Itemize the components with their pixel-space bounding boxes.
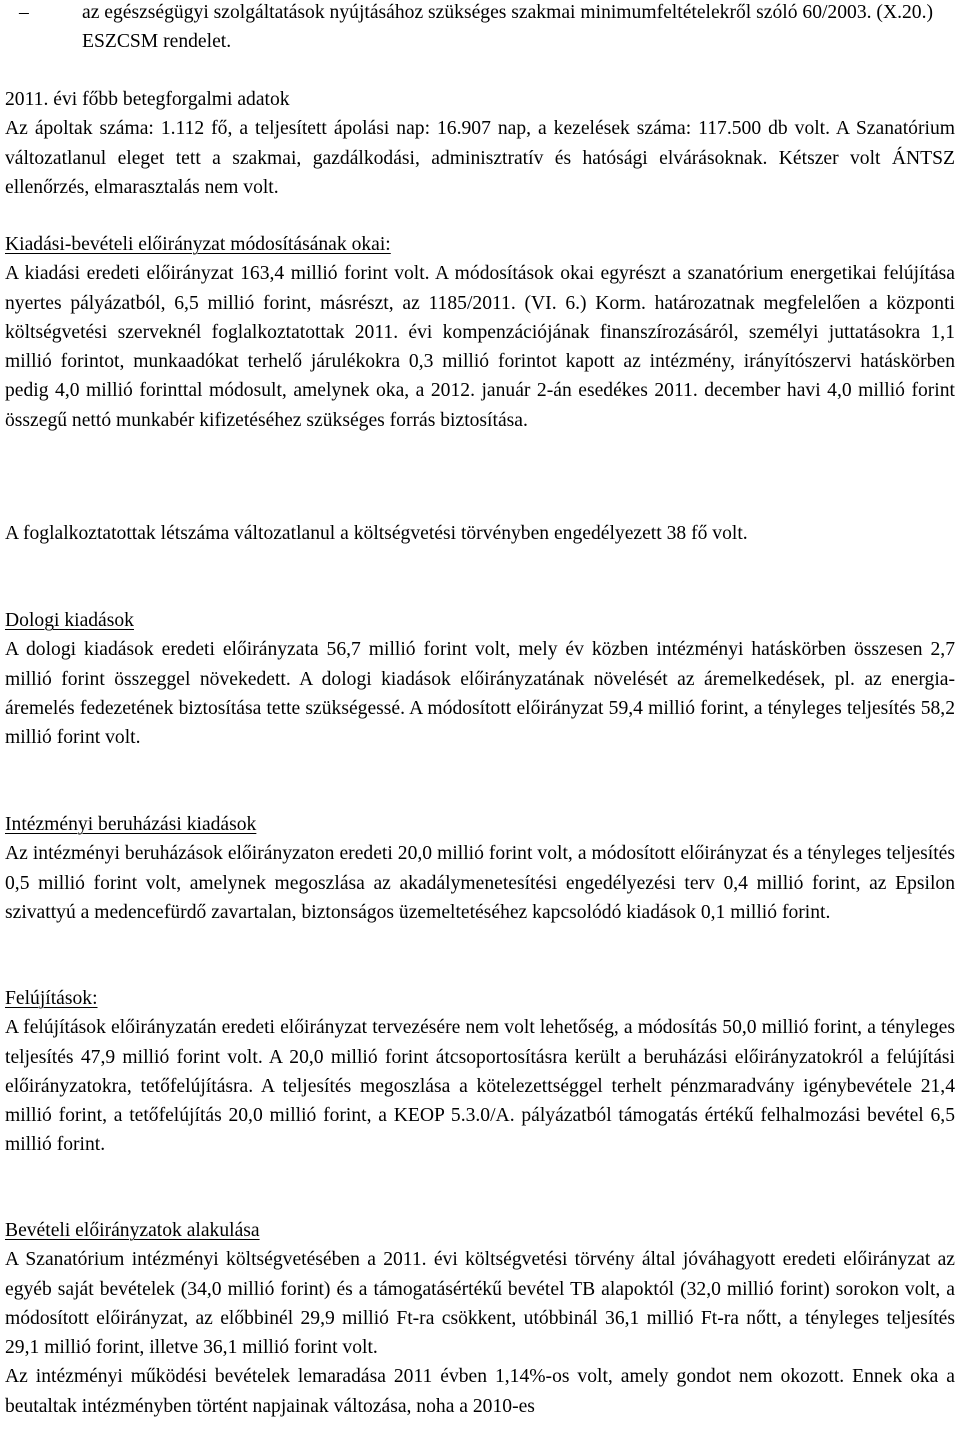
renovation-heading: Felújítások: [5, 988, 98, 1009]
list-bullet: – [19, 2, 29, 23]
revenue-paragraph: A Szanatórium intézményi költségvetésében a 2011. évi költségvetési törvény által jóváhagyott eredeti előirányzat az egyéb saját bevételek (34,0 millió forint) és a támogatásértékű bevétel TB alapoktól (32,0 millió forint) sorokon volt, a módosított előirányzat, az előbbinél 29,9 millió Ft-ra csökkent, utóbbinál 36,1 millió Ft-ra nőtt, a tényleges teljesítés 29,1 millió forint, illetve 36,1 millió forint volt. [5, 1249, 955, 1359]
material-paragraph: A dologi kiadások eredeti előirányzata 56,7 millió forint volt, mely év közben intézményi hatáskörben összesen 2,7 millió forint összeggel növekedett. A dologi kiadások előirányzatának növelését az áremelkedések, pl. az energia-áremelés fedezetének biztosítása tette szükségessé. A módosított előirányzat 59,4 millió forint, a tényleges teljesítés 58,2 millió forint volt. [5, 639, 955, 749]
section-renovation [5, 984, 955, 1160]
section-revenue [5, 1216, 955, 1421]
traffic-heading: 2011. évi főbb betegforgalmi adatok [5, 89, 290, 110]
list-item [5, 0, 955, 57]
renovation-paragraph: A felújítások előirányzatán eredeti előirányzat tervezésére nem volt lehetőség, a módosítás 50,0 millió forint, a tényleges teljesítés 47,9 millió forint volt. A 20,0 millió forint átcsoportosításra került a beruházási előirányzatokról a felújítási előirányzatokra, tetőfelújításra. A teljesítés megoszlása a kötelezettséggel terhelt pénzmaradvány igénybevétele 21,4 millió forint, a tetőfelújítás 20,0 millió forint, a KEOP 5.3.0/A. pályázatból támogatás értékű felhalmozási bevétel 6,5 millió forint. [5, 1017, 955, 1156]
list-item-text: az egészségügyi szolgáltatások nyújtásához szükséges szakmai minimumfeltételekről szóló 60/2003. (X.20.) ESZCSM rendelet. [82, 2, 934, 53]
modification-paragraph: A kiadási eredeti előirányzat 163,4 millió forint volt. A módosítások okai egyrészt a szanatórium energetikai felújítása nyertes pályázatból, 6,5 millió forint, másrészt, az 1185/2011. (VI. 6.) Korm. határozatnak megfelelően a központi költségvetési szerveknél foglalkoztatottak 2011. évi kompenzációjának finanszírozásáról, személyi juttatásokra 1,1 millió forintot, munkaadókat terhelő járulékokra 0,3 millió forintot kapott az intézmény, irányítószervi hatáskörben pedig 4,0 millió forinttal módosult, amelynek oka, a 2012. január 2-án esedékes 2011. december havi 4,0 millió forint összegű nettó munkabér kifizetéséhez szükséges forrás biztosítása. [5, 263, 955, 431]
section-modification [5, 230, 955, 435]
section-headcount [5, 519, 955, 548]
revenue-heading: Bevételi előirányzatok alakulása [5, 1220, 260, 1241]
section-investment [5, 810, 955, 927]
material-heading: Dologi kiadások [5, 610, 134, 631]
traffic-paragraph: Az ápoltak száma: 1.112 fő, a teljesített ápolási nap: 16.907 nap, a kezelések száma: 117.500 db volt. A Szanatórium változatlanul eleget tett a szakmai, gazdálkodási, adminisztratív és hatósági elvárásoknak. Kétszer volt ÁNTSZ ellenőrzés, elmarasztalás nem volt. [5, 118, 955, 198]
modification-heading: Kiadási-bevételi előirányzat módosításának okai: [5, 234, 391, 255]
investment-heading: Intézményi beruházási kiadások [5, 814, 257, 835]
section-material [5, 606, 955, 752]
revenue-paragraph-2: Az intézményi működési bevételek lemaradása 2011 évben 1,14%-os volt, amely gondot nem okozott. Ennek oka a beutaltak intézményben történt napjainak változása, noha a 2010-es [5, 1366, 955, 1417]
headcount-paragraph: A foglalkoztatottak létszáma változatlanul a költségvetési törvényben engedélyezett 38 fő volt. [5, 523, 748, 544]
section-traffic [5, 85, 955, 202]
investment-paragraph: Az intézményi beruházások előirányzaton eredeti 20,0 millió forint volt, a módosított előirányzat és a tényleges teljesítés 0,5 millió forint volt, amelynek megoszlása az akadálymenetesítési engedélyezési terv 0,4 millió forint, az Epsilon szivattyú a medencefürdő zavartalan, biztonságos üzemeltetéséhez kapcsolódó kiadások 0,1 millió forint. [5, 843, 955, 923]
